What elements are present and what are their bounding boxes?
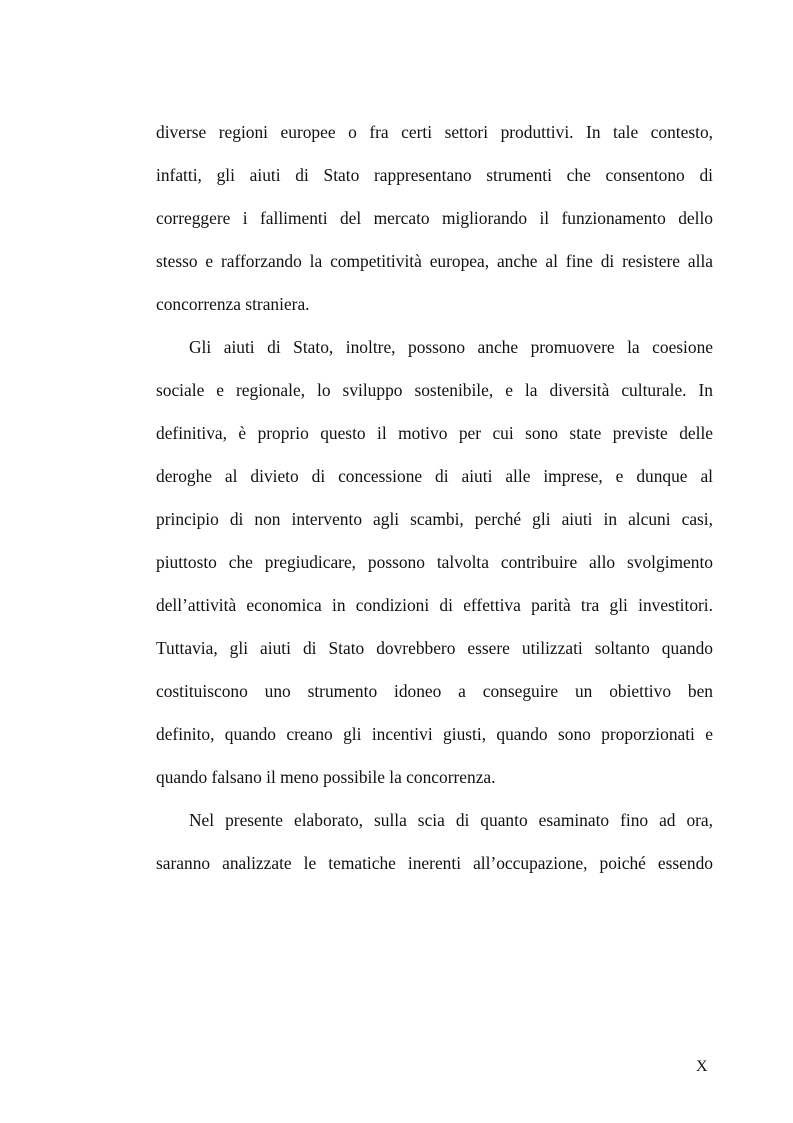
page-number: X (696, 1058, 708, 1075)
text-line: concorrenza straniera. (156, 294, 310, 314)
text-line: quando falsano il meno possibile la concorrenza. (156, 767, 496, 787)
body-text (156, 111, 713, 885)
text-line: dell’attività economica in condizioni di effettiva parità tra gli investitori. (156, 595, 713, 615)
text-line: definito, quando creano gli incentivi giusti, quando sono proporzionati e (156, 724, 713, 744)
text-line: diverse regioni europee o fra certi settori produttivi. In tale contesto, (156, 122, 713, 142)
text-line: stesso e rafforzando la competitività europea, anche al fine di resistere alla (156, 251, 713, 271)
text-line: Gli aiuti di Stato, inoltre, possono anche promuovere la coesione (189, 337, 713, 357)
text-line: infatti, gli aiuti di Stato rappresentano strumenti che consentono di (156, 165, 713, 185)
text-line: costituiscono uno strumento idoneo a conseguire un obiettivo ben (156, 681, 713, 701)
text-line: principio di non intervento agli scambi, perché gli aiuti in alcuni casi, (156, 509, 713, 529)
text-line: correggere i fallimenti del mercato migliorando il funzionamento dello (156, 208, 713, 228)
text-line: definitiva, è proprio questo il motivo per cui sono state previste delle (156, 423, 713, 443)
text-line: saranno analizzate le tematiche inerenti all’occupazione, poiché essendo (156, 853, 713, 873)
text-line: deroghe al divieto di concessione di aiuti alle imprese, e dunque al (156, 466, 713, 486)
text-line: Nel presente elaborato, sulla scia di quanto esaminato fino ad ora, (189, 810, 713, 830)
text-line: piuttosto che pregiudicare, possono talvolta contribuire allo svolgimento (156, 552, 713, 572)
text-line: sociale e regionale, lo sviluppo sostenibile, e la diversità culturale. In (156, 380, 713, 400)
text-line: Tuttavia, gli aiuti di Stato dovrebbero essere utilizzati soltanto quando (156, 638, 713, 658)
